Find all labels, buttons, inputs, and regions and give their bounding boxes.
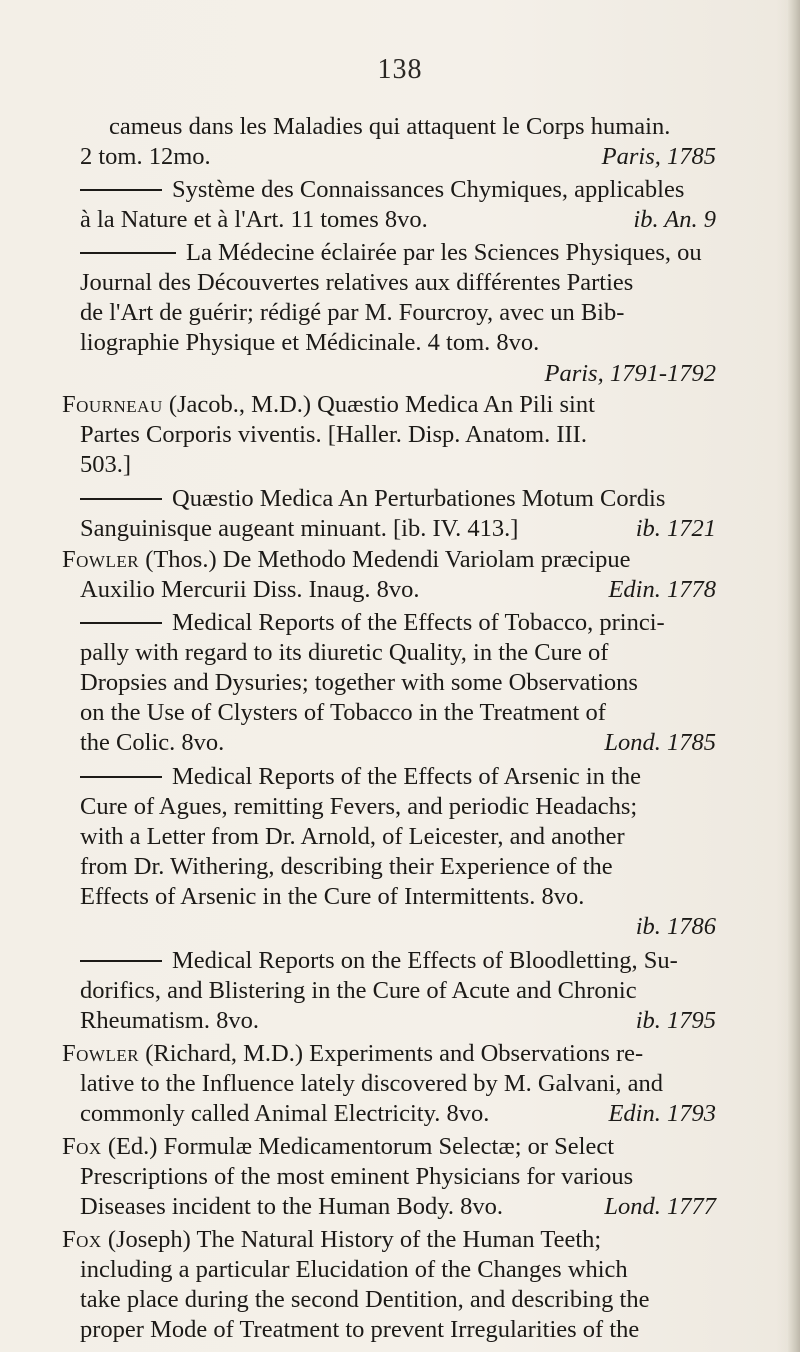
text-line: à la Nature et à l'Art. 11 tomes 8vo. bbox=[80, 206, 428, 233]
author-name: Fourneau bbox=[62, 391, 163, 418]
imprint: ib. 1786 bbox=[635, 913, 716, 940]
entry-line: Fourneau (Jacob., M.D.) Quæstio Medica An Pili sint bbox=[62, 391, 595, 418]
text-line: pally with regard to its diuretic Quality, in the Cure of bbox=[80, 639, 609, 666]
imprint: Edin. 1778 bbox=[608, 576, 716, 603]
text-line: Sanguinisque augeant minuant. [ib. IV. 413.] bbox=[80, 515, 519, 542]
entry-line: Medical Reports on the Effects of Bloodletting, Su- bbox=[80, 946, 678, 976]
entry-line: Fox (Joseph) The Natural History of the Human Teeth; bbox=[62, 1226, 602, 1253]
text-line: Cure of Agues, remitting Fevers, and periodic Headachs; bbox=[80, 793, 638, 820]
text-line: Journal des Découvertes relatives aux différentes Parties bbox=[80, 269, 634, 296]
imprint: Paris, 1785 bbox=[601, 143, 716, 170]
text-line: Rheumatism. 8vo. bbox=[80, 1007, 259, 1034]
entry-line: Fox (Ed.) Formulæ Medicamentorum Selectæ; or Select bbox=[62, 1133, 615, 1160]
author-name: Fox bbox=[62, 1226, 102, 1253]
text-line: Auxilio Mercurii Diss. Inaug. 8vo. bbox=[80, 576, 420, 603]
entry-line: Medical Reports of the Effects of Tobacco, princi- bbox=[80, 608, 665, 638]
ditto-dash bbox=[80, 498, 162, 500]
text-line: lative to the Influence lately discovered by M. Galvani, and bbox=[80, 1070, 664, 1097]
imprint: ib. 1721 bbox=[635, 515, 716, 542]
entry-line: Medical Reports of the Effects of Arsenic in the bbox=[80, 762, 641, 792]
imprint: Paris, 1791-1792 bbox=[544, 360, 716, 387]
entry-line: Fowler (Thos.) De Methodo Medendi Variolam præcipue bbox=[62, 546, 631, 573]
text-line: the Colic. 8vo. bbox=[80, 729, 225, 756]
text-line: Partes Corporis viventis. [Haller. Disp. Anatom. III. bbox=[80, 421, 587, 448]
imprint: Lond. 1785 bbox=[604, 729, 716, 756]
author-name: Fox bbox=[62, 1133, 102, 1160]
entry-line: Fowler (Richard, M.D.) Experiments and Observations re- bbox=[62, 1040, 644, 1067]
entry-line: Quæstio Medica An Perturbationes Motum Cordis bbox=[80, 484, 665, 514]
text-line: with a Letter from Dr. Arnold, of Leicester, and another bbox=[80, 823, 625, 850]
page-edge-shadow bbox=[788, 0, 800, 1352]
text-line: 503.] bbox=[80, 451, 132, 478]
text-line: commonly called Animal Electricity. 8vo. bbox=[80, 1100, 490, 1127]
ditto-dash bbox=[80, 252, 176, 254]
ditto-dash bbox=[80, 189, 162, 191]
text-line: from Dr. Withering, describing their Experience of the bbox=[80, 853, 613, 880]
text-line: Effects of Arsenic in the Cure of Intermittents. 8vo. bbox=[80, 883, 585, 910]
text-line: de l'Art de guérir; rédigé par M. Fourcroy, avec un Bib- bbox=[80, 299, 625, 326]
entry-line: Système des Connaissances Chymiques, applicables bbox=[80, 175, 684, 205]
text-line: including a particular Elucidation of the Changes which bbox=[80, 1256, 628, 1283]
author-name: Fowler bbox=[62, 1040, 140, 1067]
text-line: Diseases incident to the Human Body. 8vo. bbox=[80, 1193, 504, 1220]
ditto-dash bbox=[80, 960, 162, 962]
text-line: 2 tom. 12mo. bbox=[80, 143, 211, 170]
text-line: take place during the second Dentition, and describing the bbox=[80, 1286, 650, 1313]
ditto-dash bbox=[80, 622, 162, 624]
text-line: on the Use of Clysters of Tobacco in the Treatment of bbox=[80, 699, 606, 726]
imprint: Lond. 1777 bbox=[604, 1193, 716, 1220]
entry-line: La Médecine éclairée par les Sciences Physiques, ou bbox=[80, 238, 702, 268]
text-line: Prescriptions of the most eminent Physicians for various bbox=[80, 1163, 634, 1190]
page-number: 138 bbox=[377, 54, 423, 85]
ditto-dash bbox=[80, 776, 162, 778]
author-name: Fowler bbox=[62, 546, 140, 573]
imprint: ib. 1795 bbox=[635, 1007, 716, 1034]
text-line: Dropsies and Dysuries; together with some Observations bbox=[80, 669, 638, 696]
imprint: ib. An. 9 bbox=[633, 206, 716, 233]
text-line: proper Mode of Treatment to prevent Irregularities of the bbox=[80, 1316, 640, 1343]
imprint: Edin. 1793 bbox=[608, 1100, 716, 1127]
text-line: liographie Physique et Médicinale. 4 tom. 8vo. bbox=[80, 329, 540, 356]
text-line: dorifics, and Blistering in the Cure of Acute and Chronic bbox=[80, 977, 637, 1004]
text-line: cameus dans les Maladies qui attaquent le Corps humain. bbox=[109, 113, 671, 140]
